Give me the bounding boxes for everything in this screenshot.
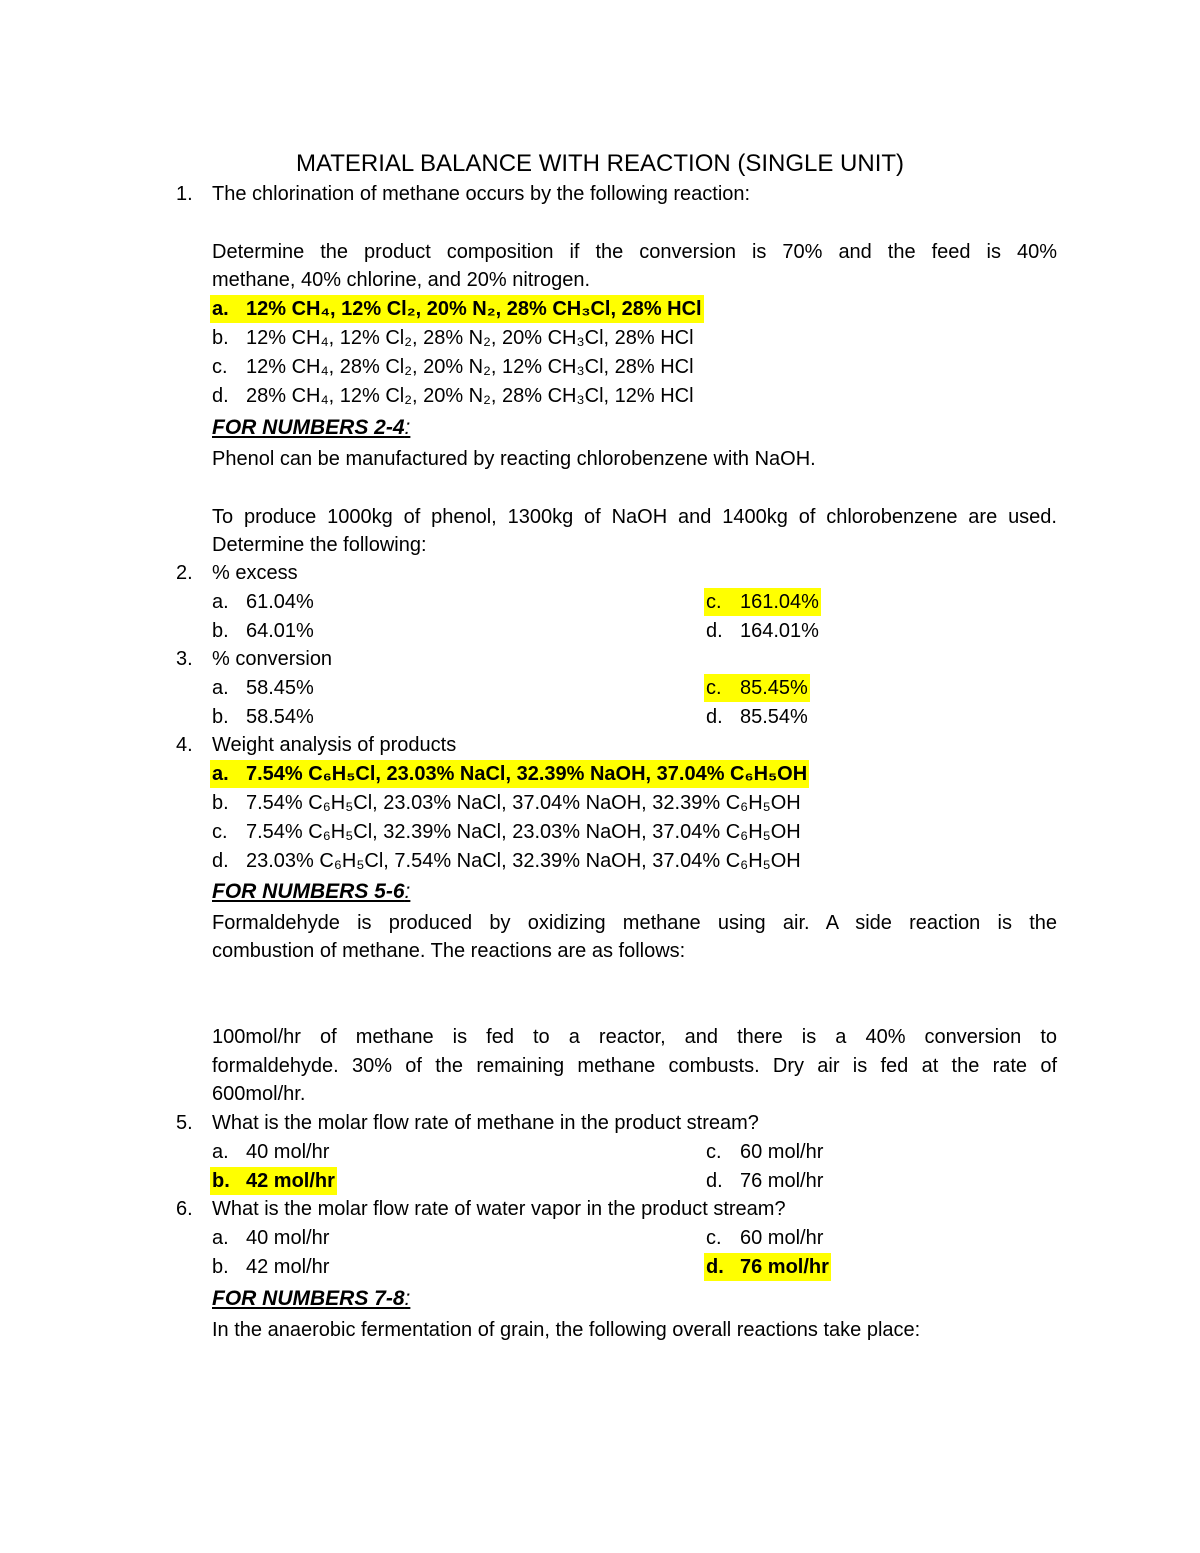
option-text: 58.54% xyxy=(246,706,314,728)
option-letter: a. xyxy=(212,298,229,320)
option-letter: a. xyxy=(212,591,229,613)
option-letter: c. xyxy=(706,591,722,613)
section-5-6-para-line-1: 100mol/hr of methane is fed to a reactor, and there is a 40% conversion to xyxy=(212,1026,1057,1048)
option-text: 23.03% C₆H₅Cl, 7.54% NaCl, 32.39% NaOH, 37.04% C₆H₅OH xyxy=(246,850,801,872)
question-1-para-line-1: Determine the product composition if the conversion is 70% and the feed is 40% xyxy=(212,241,1057,263)
option-letter: a. xyxy=(212,763,229,785)
question-1-text: The chlorination of methane occurs by the following reaction: xyxy=(212,183,751,205)
option-text: 42 mol/hr xyxy=(246,1170,335,1192)
question-3-text: % conversion xyxy=(212,648,333,670)
option-letter: b. xyxy=(212,792,229,814)
option-letter: d. xyxy=(706,1170,723,1192)
question-6-text: What is the molar flow rate of water vapor in the product stream? xyxy=(212,1198,786,1220)
question-2-option-b[interactable] xyxy=(210,617,316,645)
section-5-6-para-line-3: 600mol/hr. xyxy=(212,1083,306,1105)
option-text: 42 mol/hr xyxy=(246,1256,330,1278)
option-text: 164.01% xyxy=(740,620,819,642)
section-7-8-intro: In the anaerobic fermentation of grain, the following overall reactions take place: xyxy=(212,1319,921,1341)
option-letter: b. xyxy=(212,620,229,642)
option-text: 40 mol/hr xyxy=(246,1141,330,1163)
question-5-option-b[interactable] xyxy=(210,1167,337,1195)
question-5-option-d[interactable] xyxy=(704,1167,825,1195)
question-4-option-a[interactable] xyxy=(210,760,809,788)
option-letter: b. xyxy=(212,1170,230,1192)
option-letter: c. xyxy=(706,677,722,699)
section-2-4-para-line-2: Determine the following: xyxy=(212,534,427,556)
question-1-para-line-2: methane, 40% chlorine, and 20% nitrogen. xyxy=(212,269,591,291)
option-text: 28% CH₄, 12% Cl₂, 20% N₂, 28% CH₃Cl, 12% HCl xyxy=(246,385,694,407)
section-2-4-para-line-1: To produce 1000kg of phenol, 1300kg of NaOH and 1400kg of chlorobenzene are used. xyxy=(212,506,1057,528)
option-text: 58.45% xyxy=(246,677,314,699)
question-4-option-b[interactable] xyxy=(210,789,803,817)
option-letter: c. xyxy=(212,821,228,843)
option-text: 60 mol/hr xyxy=(740,1141,824,1163)
question-2-option-a[interactable] xyxy=(210,588,316,616)
question-2-text: % excess xyxy=(212,562,298,584)
question-5-option-a[interactable] xyxy=(210,1138,331,1166)
option-text: 85.45% xyxy=(740,677,808,699)
section-2-4-intro: Phenol can be manufactured by reacting chlorobenzene with NaOH. xyxy=(212,448,816,470)
option-letter: a. xyxy=(212,1141,229,1163)
question-1-option-d[interactable] xyxy=(210,382,696,410)
option-text: 12% CH₄, 12% Cl₂, 28% N₂, 20% CH₃Cl, 28% HCl xyxy=(246,327,694,349)
option-letter: c. xyxy=(706,1227,722,1249)
section-5-6-para-line-2: formaldehyde. 30% of the remaining methane combusts. Dry air is fed at the rate of xyxy=(212,1055,1057,1077)
option-text: 61.04% xyxy=(246,591,314,613)
option-letter: b. xyxy=(212,706,229,728)
question-3-option-b[interactable] xyxy=(210,703,316,731)
question-3-option-c[interactable] xyxy=(704,674,810,702)
question-2-option-c[interactable] xyxy=(704,588,821,616)
option-text: 64.01% xyxy=(246,620,314,642)
section-heading-2-4: FOR NUMBERS 2-4: xyxy=(212,416,411,439)
question-3-number: 3. xyxy=(176,648,193,670)
section-5-6-intro-line-2: combustion of methane. The reactions are as follows: xyxy=(212,940,686,962)
option-letter: c. xyxy=(706,1141,722,1163)
option-letter: d. xyxy=(706,620,723,642)
option-letter: d. xyxy=(706,1256,724,1278)
question-4-option-d[interactable] xyxy=(210,847,803,875)
question-3-option-d[interactable] xyxy=(704,703,810,731)
option-text: 12% CH₄, 28% Cl₂, 20% N₂, 12% CH₃Cl, 28% HCl xyxy=(246,356,694,378)
option-letter: b. xyxy=(212,327,229,349)
section-heading-5-6: FOR NUMBERS 5-6: xyxy=(212,880,411,903)
page-title: MATERIAL BALANCE WITH REACTION (SINGLE UNIT) xyxy=(295,150,905,177)
question-4-number: 4. xyxy=(176,734,193,756)
option-text: 40 mol/hr xyxy=(246,1227,330,1249)
question-5-text: What is the molar flow rate of methane in the product stream? xyxy=(212,1112,759,1134)
question-4-text: Weight analysis of products xyxy=(212,734,457,756)
question-2-option-d[interactable] xyxy=(704,617,821,645)
option-text: 76 mol/hr xyxy=(740,1170,824,1192)
question-6-option-a[interactable] xyxy=(210,1224,331,1252)
option-text: 60 mol/hr xyxy=(740,1227,824,1249)
question-6-option-b[interactable] xyxy=(210,1253,331,1281)
option-letter: a. xyxy=(212,677,229,699)
option-text: 161.04% xyxy=(740,591,819,613)
option-letter: d. xyxy=(706,706,723,728)
question-1-option-b[interactable] xyxy=(210,324,696,352)
option-text: 7.54% C₆H₅Cl, 23.03% NaCl, 32.39% NaOH, 37.04% C₆H₅OH xyxy=(246,763,808,785)
question-6-number: 6. xyxy=(176,1198,193,1220)
option-text: 85.54% xyxy=(740,706,808,728)
section-5-6-intro-line-1: Formaldehyde is produced by oxidizing methane using air. A side reaction is the xyxy=(212,912,1057,934)
question-6-option-c[interactable] xyxy=(704,1224,825,1252)
option-letter: c. xyxy=(212,356,228,378)
option-text: 7.54% C₆H₅Cl, 23.03% NaCl, 37.04% NaOH, 32.39% C₆H₅OH xyxy=(246,792,801,814)
question-1-option-a[interactable] xyxy=(210,295,704,323)
option-letter: b. xyxy=(212,1256,229,1278)
option-text: 76 mol/hr xyxy=(740,1256,829,1278)
question-5-option-c[interactable] xyxy=(704,1138,825,1166)
question-2-number: 2. xyxy=(176,562,193,584)
question-1-option-c[interactable] xyxy=(210,353,696,381)
option-letter: d. xyxy=(212,850,229,872)
section-heading-7-8: FOR NUMBERS 7-8: xyxy=(212,1287,411,1310)
question-1-number: 1. xyxy=(176,183,193,205)
question-3-option-a[interactable] xyxy=(210,674,316,702)
option-text: 12% CH₄, 12% Cl₂, 20% N₂, 28% CH₃Cl, 28% HCl xyxy=(246,298,702,320)
question-5-number: 5. xyxy=(176,1112,193,1134)
question-4-option-c[interactable] xyxy=(210,818,803,846)
option-text: 7.54% C₆H₅Cl, 32.39% NaCl, 23.03% NaOH, 37.04% C₆H₅OH xyxy=(246,821,801,843)
option-letter: d. xyxy=(212,385,229,407)
question-6-option-d[interactable] xyxy=(704,1253,831,1281)
option-letter: a. xyxy=(212,1227,229,1249)
